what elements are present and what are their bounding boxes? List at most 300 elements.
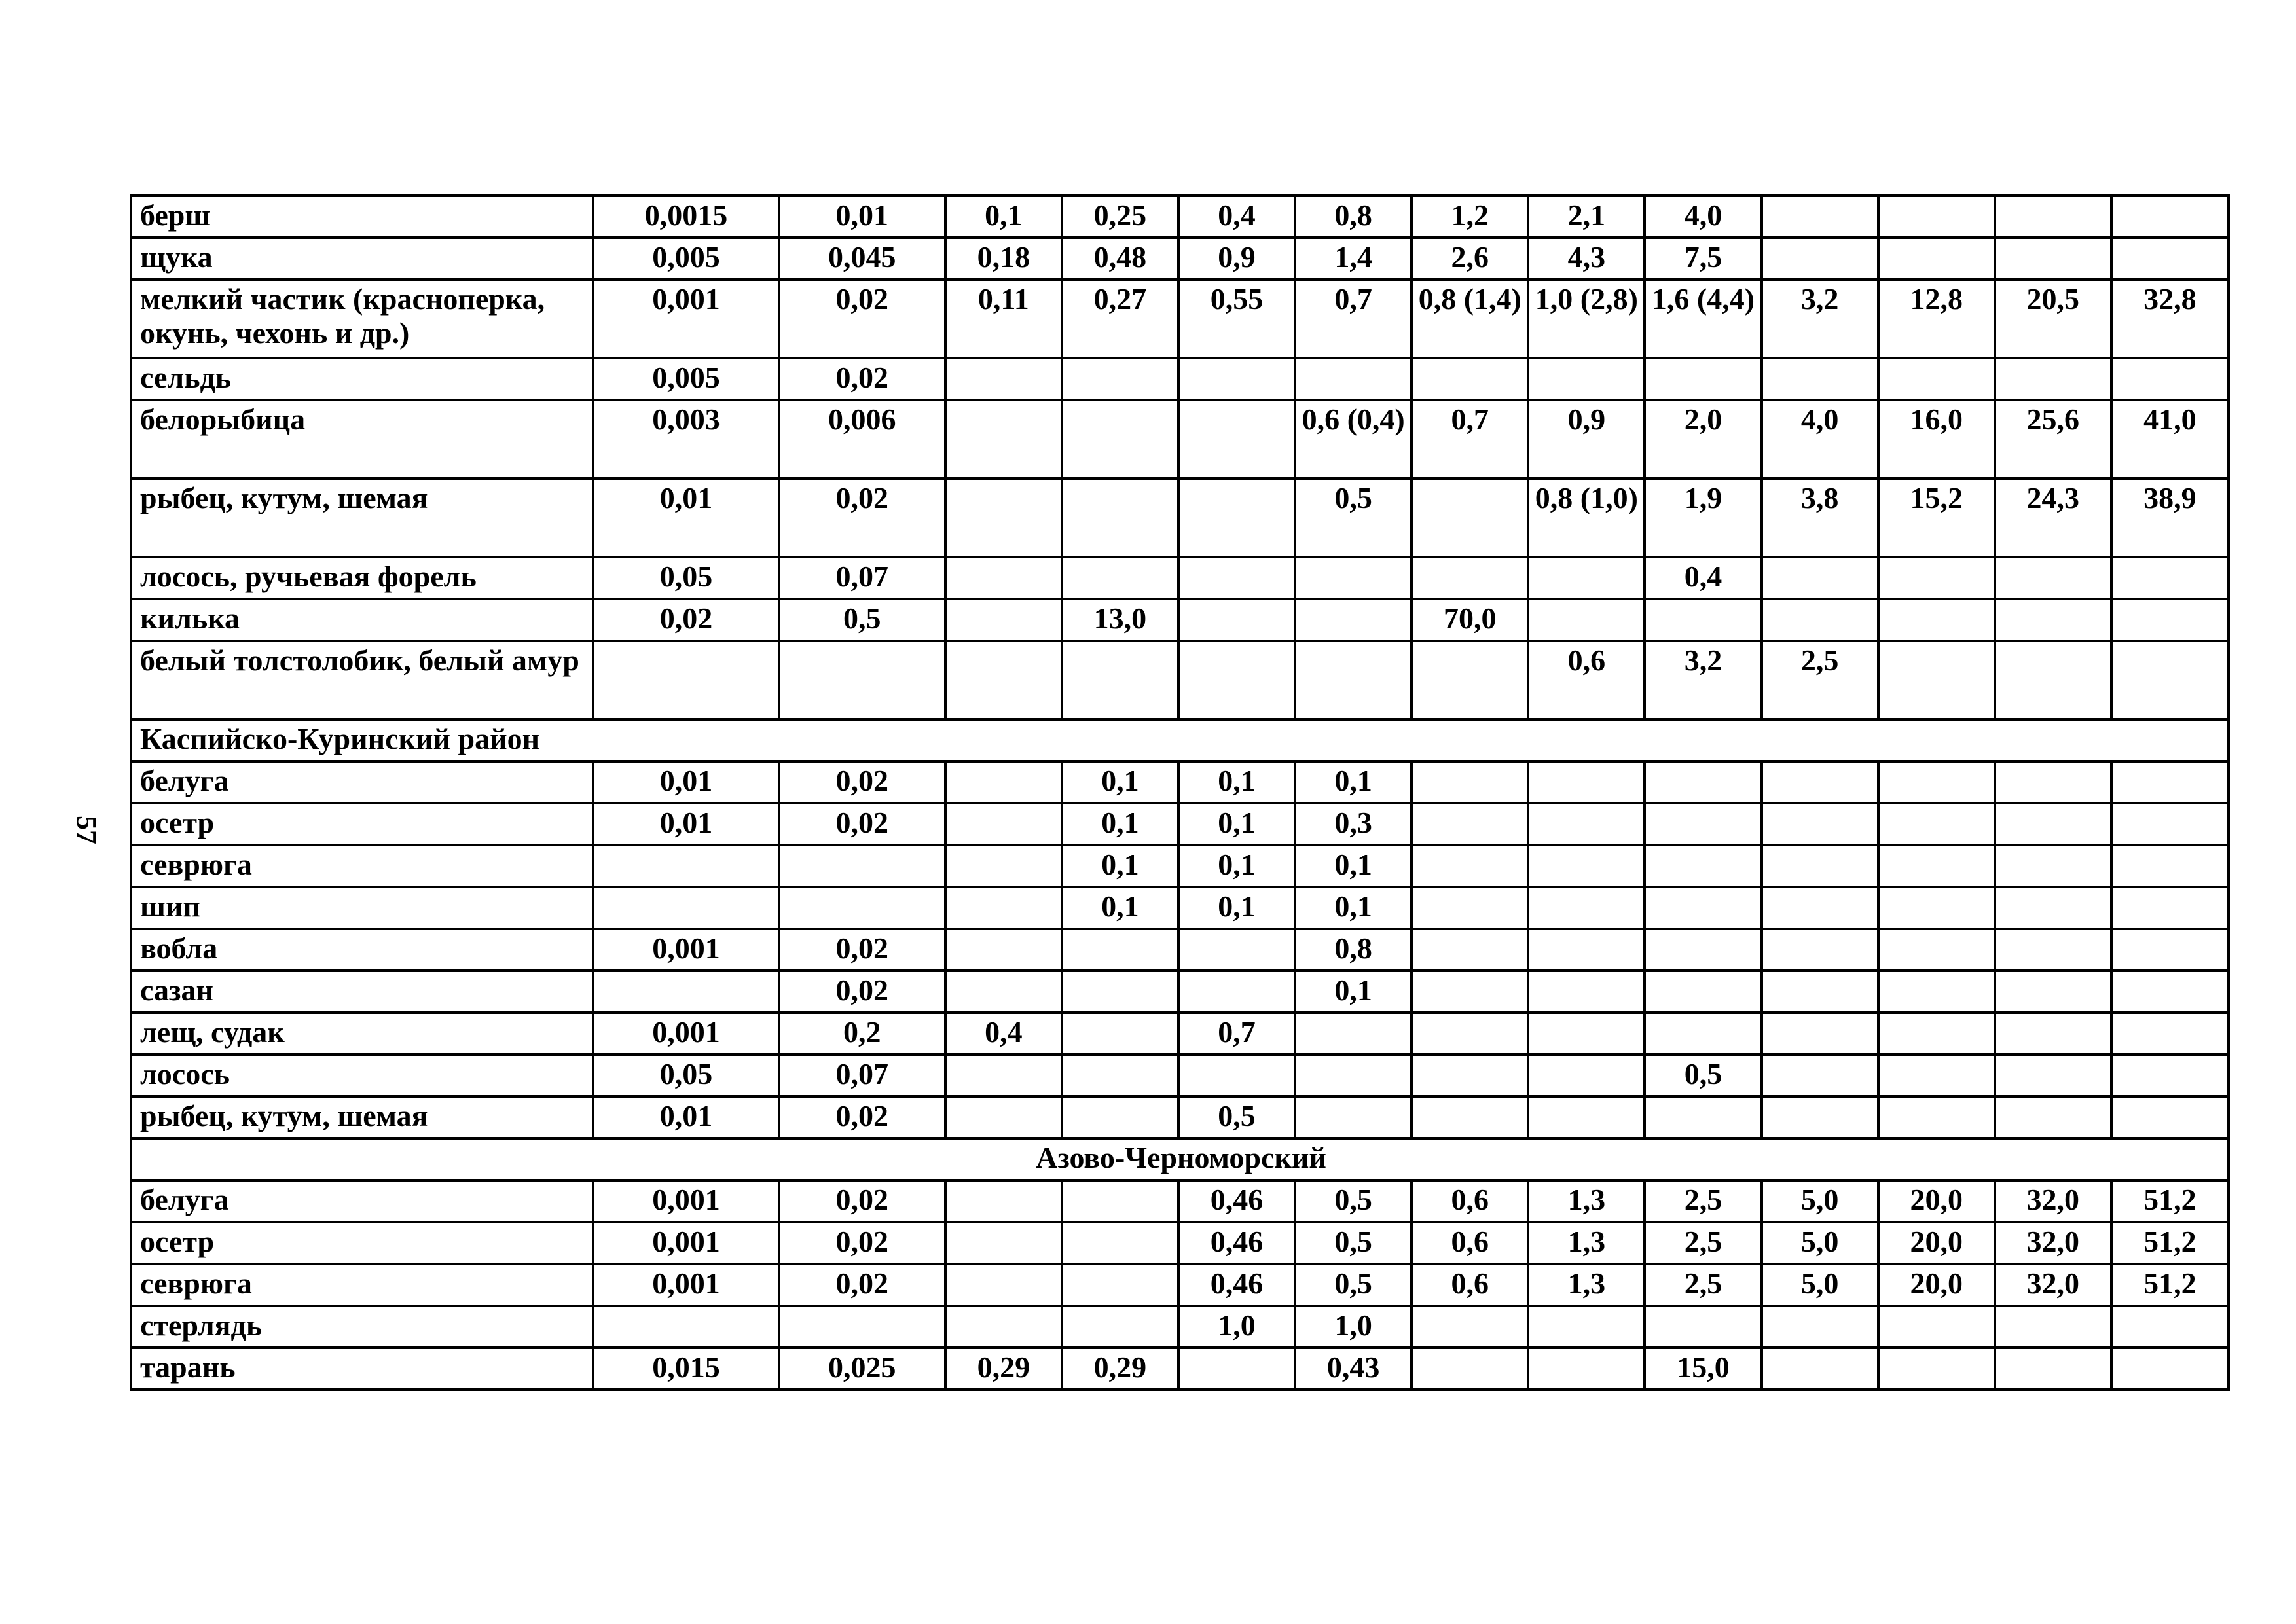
value-cell <box>1062 1013 1178 1055</box>
value-cell <box>1412 887 1528 929</box>
value-cell <box>1645 971 1761 1013</box>
value-cell <box>1412 929 1528 971</box>
value-cell <box>945 1096 1062 1138</box>
value-cell <box>1412 1348 1528 1390</box>
value-cell: 4,3 <box>1528 238 1645 280</box>
value-cell: 0,8 (1,4) <box>1412 280 1528 358</box>
value-cell <box>1995 641 2111 719</box>
species-name-cell: осетр <box>131 1222 593 1264</box>
value-cell <box>593 887 778 929</box>
value-cell <box>1178 400 1295 478</box>
value-cell: 0,11 <box>945 280 1062 358</box>
value-cell: 0,02 <box>779 929 945 971</box>
value-cell <box>1528 761 1645 803</box>
value-cell <box>1878 599 1995 641</box>
page-number: 57 <box>71 816 103 844</box>
value-cell: 0,55 <box>1178 280 1295 358</box>
value-cell: 0,01 <box>779 196 945 238</box>
value-cell <box>945 929 1062 971</box>
value-cell: 32,0 <box>1995 1264 2111 1306</box>
value-cell <box>1295 641 1412 719</box>
table-row <box>131 280 2229 358</box>
value-cell <box>945 641 1062 719</box>
value-cell: 0,43 <box>1295 1348 1412 1390</box>
value-cell: 0,1 <box>1178 845 1295 887</box>
species-name-cell: севрюга <box>131 1264 593 1306</box>
value-cell <box>945 1055 1062 1096</box>
value-cell <box>1178 1055 1295 1096</box>
value-cell <box>1878 971 1995 1013</box>
value-cell <box>1995 599 2111 641</box>
species-name-cell: рыбец, кутум, шемая <box>131 1096 593 1138</box>
value-cell <box>1995 845 2111 887</box>
value-cell <box>1178 478 1295 557</box>
value-cell <box>1878 557 1995 599</box>
value-cell: 0,6 (0,4) <box>1295 400 1412 478</box>
value-cell: 0,1 <box>1062 803 1178 845</box>
value-cell <box>1412 845 1528 887</box>
value-cell: 0,6 <box>1412 1264 1528 1306</box>
value-cell: 51,2 <box>2111 1222 2229 1264</box>
value-cell <box>1645 1306 1761 1348</box>
value-cell <box>1878 929 1995 971</box>
value-cell <box>1878 1055 1995 1096</box>
value-cell <box>1645 1096 1761 1138</box>
value-cell: 5,0 <box>1762 1222 1878 1264</box>
value-cell <box>1062 400 1178 478</box>
value-cell: 0,005 <box>593 238 778 280</box>
value-cell: 0,46 <box>1178 1222 1295 1264</box>
value-cell <box>1878 1096 1995 1138</box>
value-cell: 20,0 <box>1878 1222 1995 1264</box>
value-cell <box>1178 971 1295 1013</box>
value-cell: 3,2 <box>1645 641 1761 719</box>
value-cell: 0,07 <box>779 1055 945 1096</box>
value-cell: 0,8 <box>1295 929 1412 971</box>
value-cell <box>1762 1055 1878 1096</box>
value-cell <box>1412 1055 1528 1096</box>
value-cell <box>1178 358 1295 400</box>
value-cell: 0,6 <box>1412 1222 1528 1264</box>
value-cell: 0,01 <box>593 803 778 845</box>
value-cell <box>945 1264 1062 1306</box>
value-cell: 1,4 <box>1295 238 1412 280</box>
value-cell <box>2111 1013 2229 1055</box>
value-cell: 0,001 <box>593 280 778 358</box>
table-row <box>131 196 2229 238</box>
value-cell <box>1995 1306 2111 1348</box>
value-cell: 25,6 <box>1995 400 2111 478</box>
value-cell: 0,4 <box>1178 196 1295 238</box>
species-name-cell: щука <box>131 238 593 280</box>
value-cell <box>1762 1096 1878 1138</box>
species-name-cell: берш <box>131 196 593 238</box>
value-cell <box>1062 1306 1178 1348</box>
value-cell: 0,02 <box>779 971 945 1013</box>
species-name-cell: мелкий частик (красноперка, окунь, чехонь и др.) <box>131 280 593 358</box>
value-cell: 0,1 <box>1062 761 1178 803</box>
value-cell <box>945 887 1062 929</box>
species-name-cell: шип <box>131 887 593 929</box>
value-cell: 2,1 <box>1528 196 1645 238</box>
value-cell <box>1645 761 1761 803</box>
value-cell <box>1412 1013 1528 1055</box>
value-cell <box>1878 887 1995 929</box>
species-name-cell: белуга <box>131 1180 593 1222</box>
value-cell: 0,27 <box>1062 280 1178 358</box>
value-cell <box>1995 1013 2111 1055</box>
value-cell: 5,0 <box>1762 1264 1878 1306</box>
value-cell <box>779 1306 945 1348</box>
value-cell <box>1762 358 1878 400</box>
value-cell: 0,6 <box>1528 641 1645 719</box>
table-row <box>131 358 2229 400</box>
value-cell: 4,0 <box>1645 196 1761 238</box>
value-cell <box>2111 887 2229 929</box>
value-cell <box>1645 929 1761 971</box>
value-cell: 0,045 <box>779 238 945 280</box>
value-cell: 0,5 <box>779 599 945 641</box>
value-cell: 2,5 <box>1645 1222 1761 1264</box>
table-row <box>131 803 2229 845</box>
value-cell: 0,4 <box>945 1013 1062 1055</box>
value-cell <box>1995 1096 2111 1138</box>
value-cell: 0,1 <box>1062 887 1178 929</box>
value-cell <box>1528 1055 1645 1096</box>
value-cell <box>1528 929 1645 971</box>
value-cell <box>1062 971 1178 1013</box>
value-cell <box>1878 845 1995 887</box>
value-cell <box>1762 196 1878 238</box>
table-row <box>131 1055 2229 1096</box>
value-cell: 13,0 <box>1062 599 1178 641</box>
value-cell: 2,0 <box>1645 400 1761 478</box>
value-cell <box>1762 1306 1878 1348</box>
value-cell: 0,01 <box>593 761 778 803</box>
value-cell: 0,1 <box>1295 845 1412 887</box>
value-cell: 0,18 <box>945 238 1062 280</box>
value-cell: 38,9 <box>2111 478 2229 557</box>
value-cell: 16,0 <box>1878 400 1995 478</box>
value-cell <box>2111 929 2229 971</box>
value-cell: 1,9 <box>1645 478 1761 557</box>
value-cell <box>1995 803 2111 845</box>
value-cell <box>1762 761 1878 803</box>
value-cell <box>1062 641 1178 719</box>
value-cell <box>1062 1222 1178 1264</box>
value-cell: 3,2 <box>1762 280 1878 358</box>
value-cell <box>1062 1264 1178 1306</box>
species-name-cell: тарань <box>131 1348 593 1390</box>
value-cell <box>1645 803 1761 845</box>
value-cell: 41,0 <box>2111 400 2229 478</box>
value-cell <box>1178 1348 1295 1390</box>
value-cell <box>1878 1013 1995 1055</box>
value-cell: 51,2 <box>2111 1180 2229 1222</box>
value-cell <box>1062 557 1178 599</box>
value-cell <box>1412 761 1528 803</box>
value-cell: 0,7 <box>1178 1013 1295 1055</box>
value-cell: 32,0 <box>1995 1180 2111 1222</box>
value-cell: 0,001 <box>593 1180 778 1222</box>
value-cell: 2,5 <box>1762 641 1878 719</box>
value-cell: 2,5 <box>1645 1264 1761 1306</box>
value-cell: 0,2 <box>779 1013 945 1055</box>
value-cell: 0,005 <box>593 358 778 400</box>
value-cell <box>1178 641 1295 719</box>
value-cell: 0,02 <box>779 1096 945 1138</box>
table-row <box>131 1096 2229 1138</box>
value-cell <box>945 803 1062 845</box>
value-cell: 0,1 <box>945 196 1062 238</box>
value-cell: 0,1 <box>1178 803 1295 845</box>
value-cell: 0,001 <box>593 1013 778 1055</box>
value-cell: 0,3 <box>1295 803 1412 845</box>
value-cell <box>779 641 945 719</box>
value-cell <box>1878 803 1995 845</box>
value-cell <box>1645 887 1761 929</box>
value-cell <box>1412 803 1528 845</box>
value-cell <box>2111 1055 2229 1096</box>
value-cell <box>1528 557 1645 599</box>
value-cell: 0,025 <box>779 1348 945 1390</box>
value-cell: 0,5 <box>1178 1096 1295 1138</box>
value-cell <box>1062 358 1178 400</box>
value-cell: 0,9 <box>1178 238 1295 280</box>
value-cell: 2,6 <box>1412 238 1528 280</box>
table-row <box>131 1348 2229 1390</box>
value-cell: 0,1 <box>1295 971 1412 1013</box>
value-cell: 0,01 <box>593 1096 778 1138</box>
value-cell <box>1762 599 1878 641</box>
value-cell: 0,02 <box>779 478 945 557</box>
section-heading: Азово-Черноморский <box>131 1138 2229 1180</box>
value-cell: 0,05 <box>593 1055 778 1096</box>
table-row <box>131 971 2229 1013</box>
value-cell <box>1412 1096 1528 1138</box>
value-cell <box>1295 1055 1412 1096</box>
value-cell: 0,1 <box>1295 887 1412 929</box>
value-cell <box>1062 929 1178 971</box>
value-cell <box>1528 1348 1645 1390</box>
value-cell: 0,4 <box>1645 557 1761 599</box>
section-row <box>131 1138 2229 1180</box>
value-cell <box>1878 1348 1995 1390</box>
table-row <box>131 1222 2229 1264</box>
value-cell <box>1062 1180 1178 1222</box>
value-cell <box>1878 238 1995 280</box>
value-cell <box>2111 641 2229 719</box>
species-name-cell: стерлядь <box>131 1306 593 1348</box>
value-cell: 0,9 <box>1528 400 1645 478</box>
value-cell <box>1528 887 1645 929</box>
value-cell: 0,8 (1,0) <box>1528 478 1645 557</box>
value-cell <box>1178 557 1295 599</box>
section-heading: Каспийско-Куринский район <box>131 719 2229 761</box>
value-cell: 1,6 (4,4) <box>1645 280 1761 358</box>
value-cell: 0,001 <box>593 1222 778 1264</box>
species-name-cell: белорыбица <box>131 400 593 478</box>
value-cell: 24,3 <box>1995 478 2111 557</box>
value-cell <box>1295 1013 1412 1055</box>
value-cell <box>945 400 1062 478</box>
table-row <box>131 238 2229 280</box>
value-cell: 0,1 <box>1178 887 1295 929</box>
value-cell <box>593 971 778 1013</box>
value-cell <box>945 599 1062 641</box>
value-cell: 0,46 <box>1178 1264 1295 1306</box>
value-cell <box>1412 557 1528 599</box>
value-cell <box>1528 845 1645 887</box>
value-cell: 0,48 <box>1062 238 1178 280</box>
value-cell: 0,07 <box>779 557 945 599</box>
table-row <box>131 641 2229 719</box>
value-cell <box>1878 641 1995 719</box>
value-cell <box>1762 557 1878 599</box>
value-cell: 0,015 <box>593 1348 778 1390</box>
value-cell: 0,01 <box>593 478 778 557</box>
species-name-cell: белый толстолобик, белый амур <box>131 641 593 719</box>
value-cell <box>1995 196 2111 238</box>
value-cell <box>593 1306 778 1348</box>
value-cell <box>945 761 1062 803</box>
value-cell: 15,0 <box>1645 1348 1761 1390</box>
table-row <box>131 1264 2229 1306</box>
value-cell: 51,2 <box>2111 1264 2229 1306</box>
value-cell: 0,6 <box>1412 1180 1528 1222</box>
value-cell <box>2111 238 2229 280</box>
value-cell <box>2111 196 2229 238</box>
value-cell <box>945 557 1062 599</box>
value-cell: 1,3 <box>1528 1222 1645 1264</box>
species-name-cell: лещ, судак <box>131 1013 593 1055</box>
value-cell: 0,1 <box>1295 761 1412 803</box>
value-cell: 0,05 <box>593 557 778 599</box>
value-cell <box>1645 845 1761 887</box>
value-cell <box>1995 238 2111 280</box>
value-cell: 1,0 <box>1178 1306 1295 1348</box>
value-cell <box>1062 1096 1178 1138</box>
table-row <box>131 845 2229 887</box>
value-cell <box>1645 599 1761 641</box>
value-cell <box>593 641 778 719</box>
value-cell: 0,5 <box>1295 1180 1412 1222</box>
table-row <box>131 557 2229 599</box>
value-cell <box>1762 1013 1878 1055</box>
species-name-cell: сельдь <box>131 358 593 400</box>
species-name-cell: осетр <box>131 803 593 845</box>
value-cell <box>1762 929 1878 971</box>
value-cell: 32,0 <box>1995 1222 2111 1264</box>
value-cell <box>1062 478 1178 557</box>
value-cell: 0,02 <box>593 599 778 641</box>
value-cell: 7,5 <box>1645 238 1761 280</box>
value-cell: 0,5 <box>1645 1055 1761 1096</box>
value-cell: 0,006 <box>779 400 945 478</box>
value-cell: 1,3 <box>1528 1264 1645 1306</box>
value-cell <box>1295 599 1412 641</box>
value-cell <box>1062 1055 1178 1096</box>
value-cell <box>779 887 945 929</box>
value-cell <box>1762 971 1878 1013</box>
value-cell <box>779 845 945 887</box>
species-name-cell: вобла <box>131 929 593 971</box>
value-cell: 1,3 <box>1528 1180 1645 1222</box>
value-cell: 0,02 <box>779 358 945 400</box>
value-cell <box>1995 1348 2111 1390</box>
table-row <box>131 599 2229 641</box>
table-row <box>131 1180 2229 1222</box>
species-name-cell: белуга <box>131 761 593 803</box>
value-cell: 20,0 <box>1878 1180 1995 1222</box>
value-cell <box>1412 478 1528 557</box>
value-cell: 0,02 <box>779 803 945 845</box>
value-cell <box>1178 599 1295 641</box>
value-cell <box>945 358 1062 400</box>
value-cell <box>1762 887 1878 929</box>
value-cell <box>1295 1096 1412 1138</box>
value-cell: 0,1 <box>1062 845 1178 887</box>
value-cell: 0,1 <box>1178 761 1295 803</box>
value-cell: 0,02 <box>779 1264 945 1306</box>
value-cell <box>1528 1013 1645 1055</box>
species-name-cell: рыбец, кутум, шемая <box>131 478 593 557</box>
table-row <box>131 400 2229 478</box>
value-cell <box>1528 1096 1645 1138</box>
value-cell: 0,0015 <box>593 196 778 238</box>
value-cell: 1,2 <box>1412 196 1528 238</box>
value-cell <box>945 478 1062 557</box>
table-row <box>131 761 2229 803</box>
value-cell <box>1878 358 1995 400</box>
value-cell <box>1762 238 1878 280</box>
value-cell <box>945 1180 1062 1222</box>
section-row <box>131 719 2229 761</box>
species-name-cell: лосось <box>131 1055 593 1096</box>
value-cell <box>1995 971 2111 1013</box>
value-cell <box>593 845 778 887</box>
value-cell: 0,25 <box>1062 196 1178 238</box>
value-cell: 5,0 <box>1762 1180 1878 1222</box>
value-cell: 0,46 <box>1178 1180 1295 1222</box>
value-cell <box>1412 971 1528 1013</box>
value-cell <box>1995 557 2111 599</box>
value-cell <box>2111 845 2229 887</box>
value-cell: 0,7 <box>1412 400 1528 478</box>
value-cell <box>945 971 1062 1013</box>
value-cell: 0,5 <box>1295 478 1412 557</box>
value-cell <box>945 1222 1062 1264</box>
value-cell: 15,2 <box>1878 478 1995 557</box>
value-cell <box>1178 929 1295 971</box>
value-cell: 0,5 <box>1295 1264 1412 1306</box>
table-row <box>131 478 2229 557</box>
table-row <box>131 1306 2229 1348</box>
value-cell: 3,8 <box>1762 478 1878 557</box>
value-cell <box>1878 761 1995 803</box>
value-cell <box>2111 1348 2229 1390</box>
value-cell: 0,02 <box>779 280 945 358</box>
value-cell: 0,29 <box>1062 1348 1178 1390</box>
value-cell <box>1295 557 1412 599</box>
value-cell <box>1762 845 1878 887</box>
table-body <box>131 196 2229 1390</box>
value-cell <box>1528 971 1645 1013</box>
value-cell <box>1878 1306 1995 1348</box>
value-cell <box>1762 803 1878 845</box>
value-cell: 20,0 <box>1878 1264 1995 1306</box>
value-cell: 4,0 <box>1762 400 1878 478</box>
